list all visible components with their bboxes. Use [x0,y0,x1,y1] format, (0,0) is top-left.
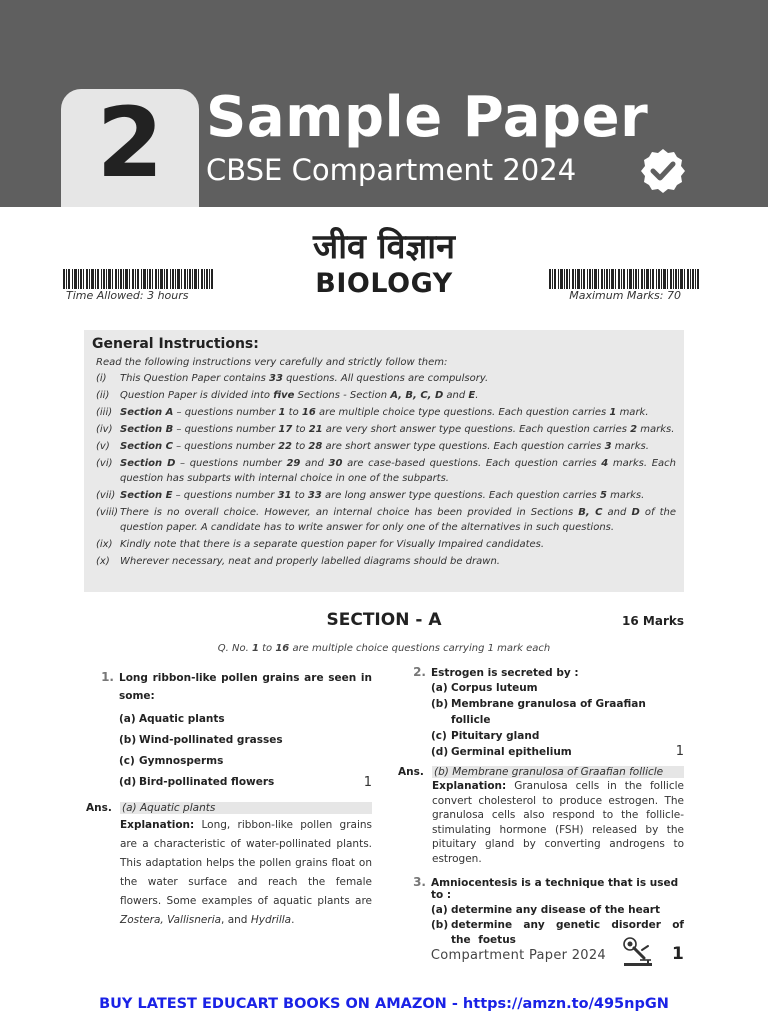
instruction-item: (vii) Section E – questions number 31 to 33 are long answer type questions. Each question carries 5 marks. [96,490,645,501]
option-c: (c) Gymnosperms [119,755,224,767]
general-instructions [84,330,684,592]
question-1 [86,669,372,930]
answer-label: Ans. [86,802,112,814]
option-b: (b) Wind-pollinated grasses [119,734,283,746]
section-title: SECTION - A [326,610,442,630]
barcode-right-icon [549,269,699,289]
instruction-item: (iii) Section A – questions number 1 to 16 are multiple choice type questions. Each question carries 1 mark. [96,407,649,418]
banner-title: Sample Paper [206,85,649,150]
option-d: (d) Germinal epithelium 1 [431,744,684,759]
option-a: (a) determine any disease of the heart [431,904,660,916]
footer-paper-label: Compartment Paper 2024 [430,948,606,963]
subject-title: BIOLOGY [315,268,453,299]
instruction-item: (i) This Question Paper contains 33 questions. All questions are compulsory. [96,373,489,384]
option-b: (b) Membrane granulosa of Graafian follicle [431,698,646,726]
option-a: (a) Aquatic plants [119,713,225,725]
question-number: 1. [101,670,114,684]
instruction-item: (viii) There is no overall choice. However, an internal choice has been provided in Sections B, C and D of the question paper. A candidate has to write answer for only one of the alternatives in such questions. [96,507,677,533]
maximum-marks: Maximum Marks: 70 [569,289,681,302]
instructions-heading: General Instructions: [92,336,259,352]
paper-number: 2 [96,87,164,199]
instructions-list [92,371,676,569]
instructions-lead: Read the following instructions very carefully and strictly follow them: [96,357,448,368]
time-allowed: Time Allowed: 3 hours [66,289,189,302]
instruction-item: (ix) Kindly note that there is a separate question paper for Visually Impaired candidates. [96,539,545,550]
question-2 [398,665,684,948]
question-mark: 1 [675,744,684,759]
microscope-icon [618,936,654,968]
question-text: Estrogen is secreted by : [431,667,579,679]
question-mark: 1 [363,775,372,790]
check-badge-icon [640,148,686,194]
answer-label: Ans. [398,766,424,778]
explanation: Explanation: Long, ribbon-like pollen grains are a characteristic of water-pollinated plants. This adaptation helps the pollen grains float on the water surface and reach the female flowers. Some examples of aquatic plants are Zostera, Vallisneria, and Hydrilla. [120,819,372,926]
instruction-item: (ii) Question Paper is divided into five Sections - Section A, B, C, D and E. [96,390,479,401]
option-d: (d) Bird-pollinated flowers 1 [119,772,372,793]
instruction-item: (v) Section C – questions number 22 to 28 are short answer type questions. Each question carries 3 marks. [96,441,649,452]
answer-value: (b) Membrane granulosa of Graafian follicle [432,766,684,778]
instruction-item: (vi) Section D – questions number 29 and 30 are case-based questions. Each question carries 4 marks. Each question has subparts with internal choice in one of the subparts. [96,458,677,484]
page-number: 1 [672,944,684,964]
barcode-left-icon [63,269,213,289]
header-banner [0,0,768,207]
instruction-item: (iv) Section B – questions number 17 to 21 are very short answer type questions. Each question carries 2 marks. [96,424,675,435]
question-number: 3. [413,875,426,889]
banner-subtitle: CBSE Compartment 2024 [206,153,577,187]
option-b: (b) determine any genetic disorder of the foetus [431,919,684,946]
option-c: (c) Pituitary gland [431,730,540,742]
explanation: Explanation: Granulosa cells in the follicle convert cholesterol to produce estrogen. The granulosa cells also respond to the follicle-stimulating hormone (FSH) released by the pituitary gland by converting androgens to estrogen. [432,780,684,865]
question-text: Long ribbon-like pollen grains are seen in some: [119,672,372,702]
answer-row [86,802,372,814]
answer-row [398,766,684,778]
section-note: Q. No. 1 to 16 are multiple choice questions carrying 1 mark each [217,643,551,654]
answer-value: (a) Aquatic plants [120,802,372,814]
paper-number-box [61,89,199,207]
question-number: 2. [413,665,426,679]
question-text: Amniocentesis is a technique that is used to : [431,877,679,901]
buy-books-link[interactable]: BUY LATEST EDUCART BOOKS ON AMAZON - https://amzn.to/495npGN [99,996,669,1012]
option-a: (a) Corpus luteum [431,682,538,694]
section-marks: 16 Marks [622,614,684,628]
subject-hindi: जीव विज्ञान [313,227,455,267]
instruction-item: (x) Wherever necessary, neat and properly labelled diagrams should be drawn. [96,556,500,567]
